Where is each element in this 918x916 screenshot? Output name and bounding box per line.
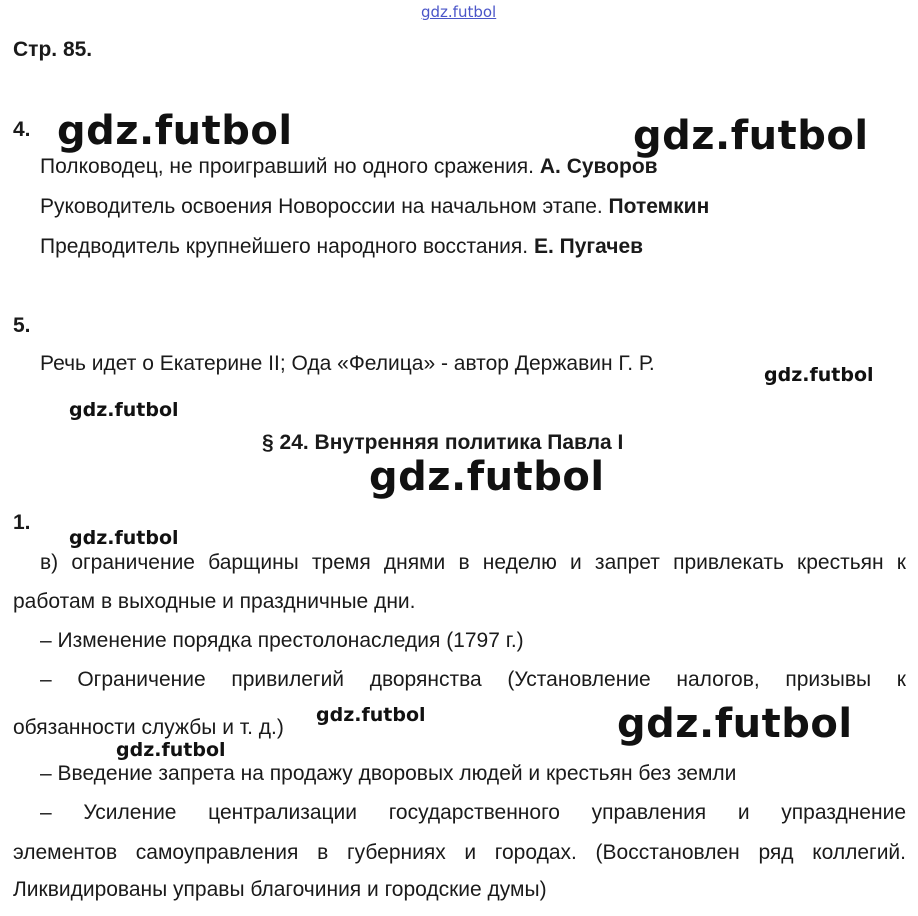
task4-line-1-text: Полководец, не проигравший но одного сражения. bbox=[40, 155, 540, 178]
task4-line-2-answer: Потемкин bbox=[608, 195, 710, 218]
task4-line-2-text: Руководитель освоения Новороссии на начальном этапе. bbox=[40, 195, 609, 218]
watermark: gdz.futbol bbox=[69, 399, 179, 421]
watermark: gdz.futbol bbox=[617, 701, 853, 747]
task1-line-5: обязанности службы и т. д.) bbox=[13, 716, 284, 739]
task1-line-8: элементов самоуправления в губерниях и городах. (Восстановлен ряд коллегий. bbox=[13, 841, 906, 864]
watermark: gdz.futbol bbox=[116, 739, 226, 761]
task1-line-7: – Усиление централизации государственного управления и упразднение bbox=[40, 801, 906, 824]
task5-text: Речь идет о Екатерине II; Ода «Фелица» - автор Державин Г. Р. bbox=[40, 352, 655, 375]
section-title: § 24. Внутренняя политика Павла I bbox=[262, 431, 624, 454]
watermark: gdz.futbol bbox=[69, 527, 179, 549]
task1-line-4: – Ограничение привилегий дворянства (Установление налогов, призывы к bbox=[40, 668, 906, 691]
task1-line-9: Ликвидированы управы благочиния и городские думы) bbox=[13, 878, 547, 901]
watermark: gdz.futbol bbox=[316, 704, 426, 726]
task4-number: 4. bbox=[13, 118, 31, 141]
task4-line-3-text: Предводитель крупнейшего народного восстания. bbox=[40, 235, 534, 258]
watermark: gdz.futbol bbox=[369, 454, 605, 500]
task1-line-1: в) ограничение барщины тремя днями в неделю и запрет привлекать крестьян к bbox=[40, 551, 906, 574]
task1-number: 1. bbox=[13, 511, 31, 534]
task4-line-3 bbox=[40, 235, 643, 259]
task4-line-2 bbox=[40, 195, 709, 219]
watermark: gdz.futbol bbox=[764, 364, 874, 386]
header-site-link[interactable]: gdz.futbol bbox=[421, 3, 497, 21]
watermark: gdz.futbol bbox=[633, 113, 869, 159]
task4-line-1-answer: А. Суворов bbox=[539, 155, 658, 178]
task4-line-1 bbox=[40, 155, 658, 179]
task1-line-3: – Изменение порядка престолонаследия (1797 г.) bbox=[40, 629, 524, 652]
task4-line-3-answer: Е. Пугачев bbox=[533, 235, 644, 258]
page-label: Стр. 85. bbox=[13, 38, 93, 61]
task1-line-6: – Введение запрета на продажу дворовых людей и крестьян без земли bbox=[40, 762, 737, 785]
task5-number: 5. bbox=[13, 314, 31, 337]
watermark: gdz.futbol bbox=[57, 108, 293, 154]
task1-line-2: работам в выходные и праздничные дни. bbox=[13, 590, 416, 613]
